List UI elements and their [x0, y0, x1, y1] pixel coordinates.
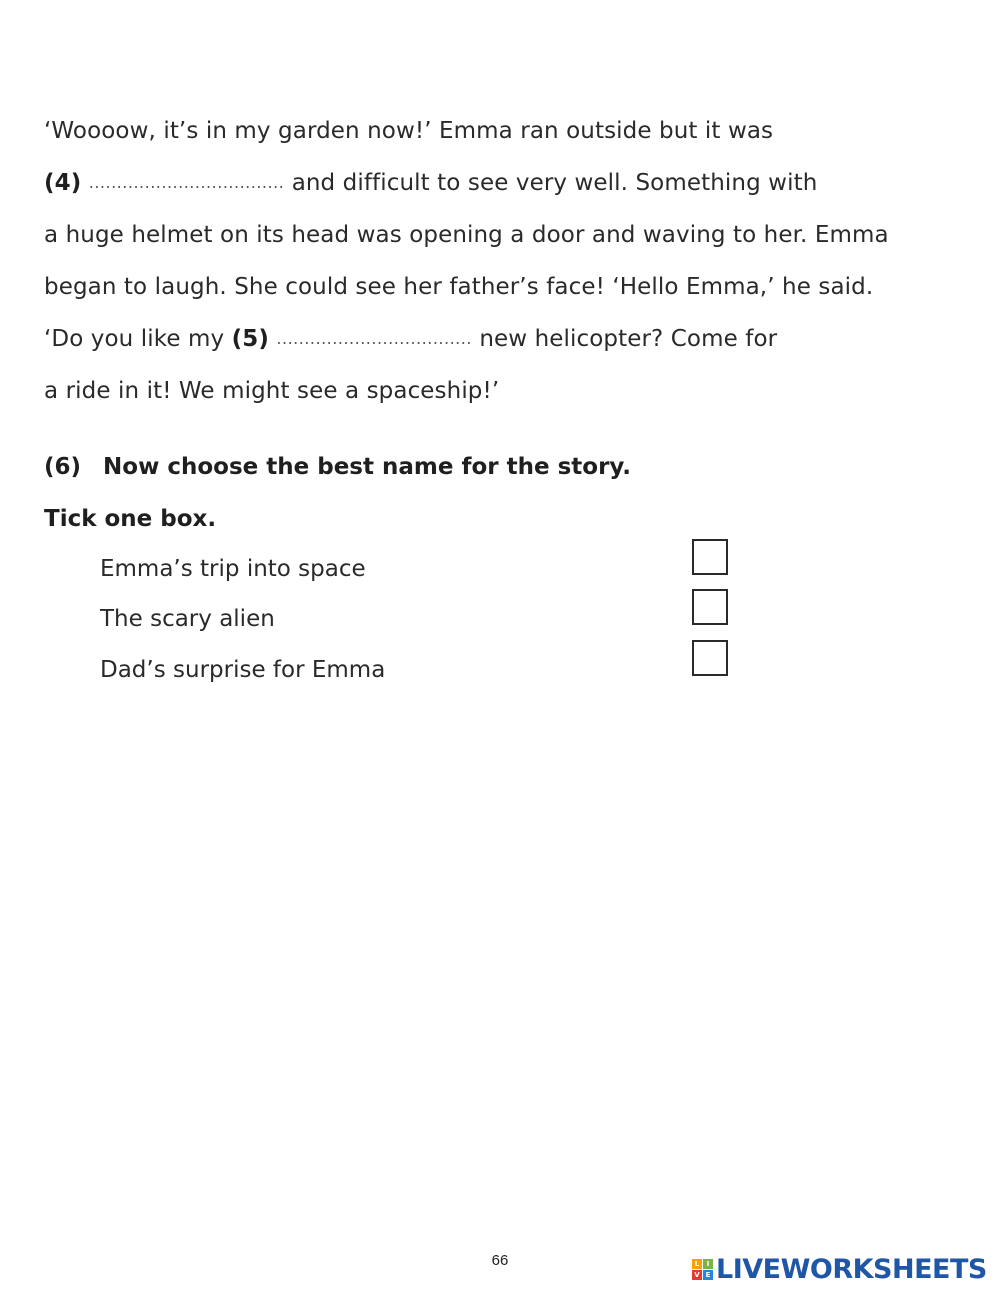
story-line-4 [44, 272, 873, 302]
story-line-2-text: and difficult to see very well. Something with [291, 170, 818, 196]
liveworksheets-logo-icon [692, 1259, 713, 1280]
story-line-5 [44, 324, 777, 354]
question-6-number: (6) [44, 454, 82, 480]
question-6-heading [44, 452, 631, 482]
story-line-3 [44, 220, 889, 250]
option-3-label: Dad’s surprise for Emma [100, 657, 386, 683]
page-number: 66 [491, 1252, 509, 1269]
option-1-label: Emma’s trip into space [100, 556, 366, 582]
logo-tile-i: I [703, 1259, 713, 1269]
story-line-5-text: new helicopter? Come for [479, 326, 778, 352]
logo-tile-e: E [703, 1270, 713, 1280]
tick-instruction: Tick one box. [44, 506, 217, 532]
blank-4-number: (4) [44, 170, 82, 196]
story-line-4-text: began to laugh. She could see her father’s face! ‘Hello Emma,’ he said. [44, 274, 874, 300]
option-3-checkbox[interactable] [692, 640, 728, 676]
blank-4-field[interactable]: ................................... [88, 173, 285, 192]
story-line-1 [44, 116, 773, 146]
story-line-1-text: ‘Woooow, it’s in my garden now!’ Emma ran outside but it was [44, 118, 774, 144]
story-line-3-text: a huge helmet on its head was opening a door and waving to her. Emma [44, 222, 889, 248]
story-line-5-start: ‘Do you like my [44, 326, 225, 352]
option-2-label: The scary alien [100, 606, 275, 632]
question-6-text: Now choose the best name for the story. [103, 454, 632, 480]
option-2-checkbox[interactable] [692, 589, 728, 625]
liveworksheets-brand [692, 1254, 987, 1284]
brand-name: LIVEWORKSHEETS [716, 1253, 987, 1285]
logo-tile-l: L [692, 1259, 702, 1269]
story-line-2 [44, 168, 817, 198]
option-1-checkbox[interactable] [692, 539, 728, 575]
logo-tile-v: V [692, 1270, 702, 1280]
story-line-6-text: a ride in it! We might see a spaceship!’ [44, 378, 500, 404]
story-line-6 [44, 376, 499, 406]
blank-5-field[interactable]: ................................... [276, 329, 472, 348]
blank-5-number: (5) [231, 326, 269, 352]
